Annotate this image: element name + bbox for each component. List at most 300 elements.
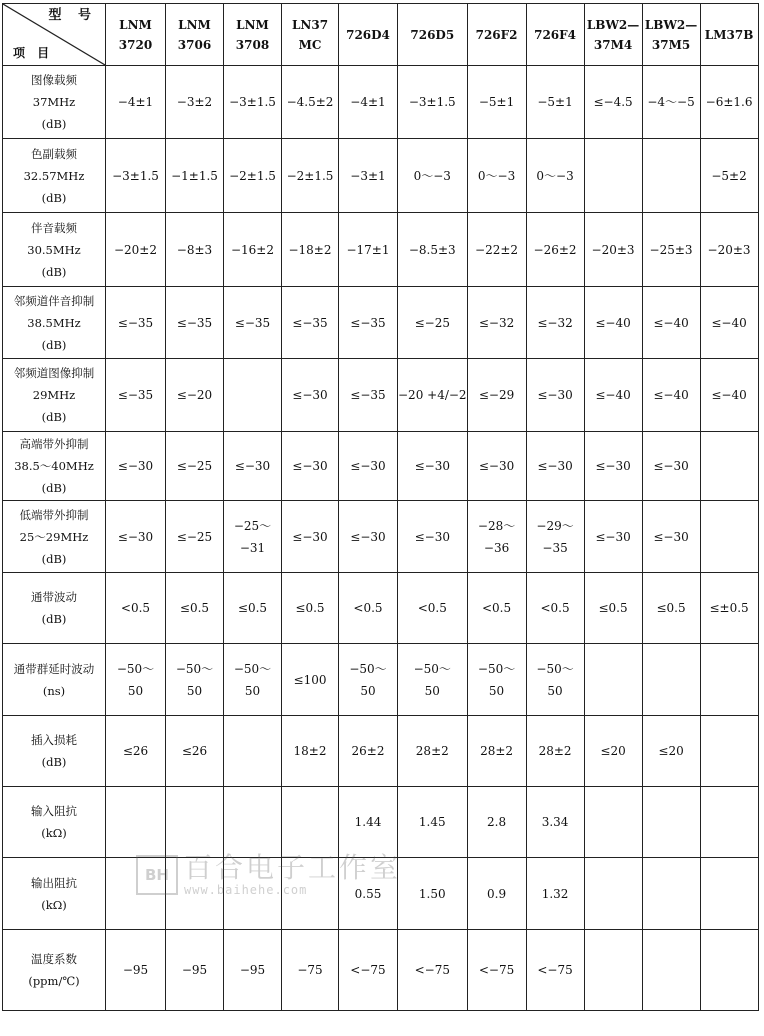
value-text: −50～ [175, 661, 214, 676]
value-text: −4.5±2 [286, 95, 334, 109]
value-cell [700, 501, 758, 573]
value-cell [398, 287, 468, 359]
value-text: −8±3 [176, 242, 213, 257]
value-cell [467, 930, 526, 1011]
value-text: ≤−30 [414, 529, 450, 544]
value-text: ≤0.5 [237, 601, 268, 615]
value-cell [398, 930, 468, 1011]
value-text: ≤−30 [537, 459, 573, 473]
value-text: 2.8 [487, 815, 507, 829]
value-cell [339, 787, 398, 858]
value-text: 28±2 [538, 744, 572, 758]
value-cell [398, 139, 468, 213]
value-text: ≤−30 [595, 459, 631, 473]
value-cell [526, 787, 584, 858]
value-cell [224, 716, 282, 787]
row-item-label [3, 573, 106, 644]
value-text: ≤26 [122, 744, 149, 758]
value-text: −50～ [413, 661, 451, 676]
value-cell [106, 930, 166, 1011]
model-header-line: 726D5 [410, 27, 455, 42]
value-cell [700, 930, 758, 1011]
row-item-line: 低端带外抑制 [19, 507, 89, 522]
model-header-line: 726F4 [534, 27, 577, 42]
value-text: 26±2 [351, 744, 385, 758]
value-cell [398, 501, 468, 573]
value-text: ≤−35 [350, 388, 386, 402]
value-text: 28±2 [415, 744, 449, 758]
value-text: 0.9 [487, 886, 507, 901]
value-text: −31 [239, 540, 266, 555]
value-cell [282, 432, 339, 501]
model-header-line: LBW2— [586, 17, 640, 32]
value-text: ≤−30 [350, 529, 386, 544]
value-cell [282, 501, 339, 573]
value-cell [526, 66, 584, 139]
value-cell [467, 213, 526, 287]
value-cell [224, 501, 282, 573]
value-text: ≤±0.5 [709, 601, 749, 615]
value-cell [526, 139, 584, 213]
value-text: 1.32 [541, 886, 569, 901]
value-cell [642, 66, 700, 139]
row-item-line: 37MHz [32, 95, 76, 109]
row-item-line: 插入损耗 [31, 733, 77, 747]
model-header-8 [526, 4, 584, 66]
row-item-line: (dB) [41, 551, 67, 566]
model-header-line: 726F2 [475, 27, 518, 42]
value-text: −5±2 [711, 168, 747, 183]
value-cell [584, 858, 642, 930]
value-text: ≤0.5 [656, 601, 686, 615]
value-text: ≤−30 [595, 529, 631, 544]
value-cell [398, 66, 468, 139]
value-cell [526, 432, 584, 501]
value-cell [467, 716, 526, 787]
value-cell [106, 787, 166, 858]
value-text: 0～−3 [536, 168, 574, 183]
value-text: −20±2 [113, 242, 157, 257]
value-cell [166, 432, 224, 501]
value-cell [642, 287, 700, 359]
row-item-line: 输入阻抗 [31, 804, 77, 818]
model-header-line: LNM [119, 17, 152, 32]
value-cell [106, 139, 166, 213]
value-cell [642, 930, 700, 1011]
value-cell [584, 66, 642, 139]
row-item-line: (dB) [41, 481, 67, 495]
row-item-line: (dB) [41, 410, 67, 424]
value-cell [398, 787, 468, 858]
value-text: ≤−32 [537, 315, 573, 330]
value-text: 0～−3 [413, 168, 451, 183]
value-cell [106, 573, 166, 644]
value-cell [224, 66, 282, 139]
row-item-line: 伴音载频 [31, 220, 77, 235]
value-cell [166, 716, 224, 787]
watermark-url: www.baihehe.com [184, 883, 308, 897]
value-text: <0.5 [540, 601, 570, 615]
value-cell [584, 644, 642, 716]
value-cell [398, 213, 468, 287]
model-header-1 [106, 4, 166, 66]
value-cell [339, 287, 398, 359]
value-text: −4～−5 [647, 95, 695, 109]
value-text: 1.44 [354, 815, 382, 829]
value-cell [282, 930, 339, 1011]
row-item-label [3, 359, 106, 432]
value-cell [700, 644, 758, 716]
value-text: ≤−30 [292, 529, 328, 544]
value-text: ≤−20 [176, 388, 213, 402]
value-cell [106, 359, 166, 432]
model-header-4 [282, 4, 339, 66]
row-item-line: 输出阻抗 [31, 875, 77, 890]
value-cell [584, 432, 642, 501]
value-text: 0～−3 [477, 168, 516, 183]
value-text: ≤0.5 [295, 601, 325, 615]
row-item-line: (kΩ) [41, 897, 67, 912]
value-text: ≤−30 [234, 459, 271, 473]
value-text: ≤−30 [537, 388, 573, 402]
value-cell [700, 359, 758, 432]
value-cell [106, 501, 166, 573]
value-cell [166, 359, 224, 432]
value-cell [166, 501, 224, 573]
value-cell [467, 287, 526, 359]
value-cell [282, 787, 339, 858]
value-text: −3±1.5 [229, 95, 276, 109]
value-cell [166, 213, 224, 287]
value-cell [584, 716, 642, 787]
value-text: −1±1.5 [171, 168, 218, 183]
row-item-label [3, 66, 106, 139]
row-item-line: 38.5～40MHz [14, 459, 94, 473]
model-header-line: 3706 [177, 37, 212, 52]
value-cell [700, 287, 758, 359]
value-cell [106, 213, 166, 287]
model-header-line: LNM [236, 17, 269, 32]
value-cell [339, 501, 398, 573]
model-header-10 [642, 4, 700, 66]
value-text: 50 [360, 683, 376, 698]
value-text: <−75 [478, 963, 515, 977]
value-cell [398, 644, 468, 716]
value-text: −20±3 [591, 242, 635, 257]
value-text: 50 [547, 683, 563, 698]
row-item-line: 25～29MHz [19, 529, 89, 544]
value-cell [467, 573, 526, 644]
value-cell [282, 66, 339, 139]
value-cell [700, 573, 758, 644]
value-text: −25～ [233, 518, 272, 533]
model-header-11 [700, 4, 758, 66]
value-cell [339, 359, 398, 432]
value-text: −20 +4/−2 [398, 388, 467, 402]
value-cell [467, 66, 526, 139]
value-cell [224, 359, 282, 432]
value-text: <−75 [350, 963, 386, 977]
value-text: −50～ [349, 661, 387, 676]
value-text: <0.5 [120, 601, 151, 615]
row-item-label [3, 213, 106, 287]
value-text: <0.5 [417, 601, 447, 615]
value-text: ≤20 [658, 744, 684, 758]
row-item-label [3, 501, 106, 573]
value-cell [700, 787, 758, 858]
value-text: ≤−30 [117, 459, 154, 473]
model-header-line: 726D4 [346, 27, 390, 42]
table-row [3, 139, 759, 213]
value-text: <−75 [414, 963, 450, 977]
watermark [136, 853, 401, 897]
table-row [3, 213, 759, 287]
row-item-line: (ppm/℃) [28, 974, 80, 988]
value-text: ≤−25 [176, 459, 213, 473]
row-item-line: 通带群延时波动 [13, 661, 95, 676]
value-cell [467, 858, 526, 930]
corner-item-label: 项 目 [13, 46, 54, 60]
model-header-line: LBW2— [644, 17, 698, 32]
value-text: ≤−30 [117, 529, 154, 544]
row-item-label [3, 787, 106, 858]
value-text: −3±1.5 [408, 95, 456, 109]
value-cell [584, 501, 642, 573]
value-text: −5±1 [478, 95, 515, 109]
value-text: −4±1 [350, 95, 386, 109]
model-header-line: LM37B [704, 27, 754, 42]
value-cell [700, 66, 758, 139]
value-cell [642, 501, 700, 573]
value-text: ≤−30 [292, 388, 328, 402]
value-cell [166, 930, 224, 1011]
value-cell [700, 716, 758, 787]
value-text: −35 [542, 540, 568, 555]
value-cell [700, 213, 758, 287]
value-text: ≤−35 [292, 315, 328, 330]
value-cell [224, 432, 282, 501]
value-cell [282, 359, 339, 432]
value-text: −5±1 [537, 95, 573, 109]
value-text: ≤−40 [711, 315, 747, 330]
value-text: <0.5 [353, 601, 383, 615]
value-cell [339, 66, 398, 139]
value-text: −6±1.6 [705, 95, 753, 109]
value-cell [166, 644, 224, 716]
value-cell [642, 432, 700, 501]
model-header-5 [339, 4, 398, 66]
value-text: 1.50 [418, 886, 446, 901]
value-text: ≤−35 [117, 315, 154, 330]
row-item-label [3, 287, 106, 359]
value-text: −18±2 [288, 242, 332, 257]
table-row [3, 787, 759, 858]
value-cell [467, 787, 526, 858]
value-text: ≤−30 [478, 459, 515, 473]
value-text: −29～ [536, 518, 574, 533]
value-cell [339, 139, 398, 213]
value-cell [526, 858, 584, 930]
table-row [3, 432, 759, 501]
table-row [3, 501, 759, 573]
row-item-line: 色副载频 [31, 146, 77, 161]
value-text: −22±2 [475, 242, 519, 257]
value-text: −50～ [233, 661, 272, 676]
value-cell [224, 287, 282, 359]
value-cell [642, 858, 700, 930]
value-text: −25±3 [649, 242, 693, 257]
value-cell [467, 139, 526, 213]
value-text: 3.34 [541, 815, 569, 829]
value-cell [224, 213, 282, 287]
model-header-7 [467, 4, 526, 66]
value-cell [224, 573, 282, 644]
value-cell [584, 139, 642, 213]
value-text: ≤−40 [711, 388, 747, 402]
row-item-line: (ns) [42, 683, 66, 698]
table-row [3, 644, 759, 716]
value-text: ≤−30 [653, 529, 689, 544]
table-row [3, 716, 759, 787]
row-item-line: 温度系数 [31, 952, 77, 966]
value-cell [526, 644, 584, 716]
model-header-2 [166, 4, 224, 66]
value-cell [526, 213, 584, 287]
value-text: 1.45 [418, 815, 446, 829]
value-cell [166, 66, 224, 139]
value-text: 18±2 [293, 744, 327, 758]
value-text: −50～ [116, 661, 155, 676]
value-text: 50 [186, 683, 203, 698]
value-text: ≤−30 [350, 459, 386, 473]
value-cell [282, 573, 339, 644]
header-corner-cell [3, 4, 106, 66]
value-cell [526, 716, 584, 787]
row-item-line: 30.5MHz [27, 242, 81, 257]
value-text: ≤0.5 [179, 601, 210, 615]
value-text: −95 [122, 963, 149, 977]
value-text: ≤−4.5 [593, 95, 633, 109]
value-cell [224, 139, 282, 213]
value-text: −3±1.5 [112, 168, 159, 183]
row-item-line: 邻频道伴音抑制 [13, 293, 95, 308]
value-text: −8.5±3 [408, 242, 456, 257]
row-item-line: (dB) [41, 117, 67, 131]
row-item-line: 通带波动 [31, 590, 77, 604]
value-text: ≤−40 [595, 315, 631, 330]
row-item-line: (dB) [41, 337, 67, 352]
value-cell [106, 644, 166, 716]
watermark-logo: BH [136, 855, 178, 895]
model-header-line: 3708 [235, 37, 270, 52]
watermark-name: 百合电子工作室 [184, 851, 402, 884]
value-text: −28～ [477, 518, 516, 533]
model-header-3 [224, 4, 282, 66]
value-text: −3±1 [350, 168, 386, 183]
value-cell [642, 573, 700, 644]
row-item-label [3, 432, 106, 501]
model-header-line: 37M5 [651, 37, 691, 52]
row-item-label [3, 644, 106, 716]
value-cell [526, 930, 584, 1011]
table-row [3, 573, 759, 644]
value-text: <−75 [537, 963, 573, 977]
value-text: ≤−25 [414, 315, 450, 330]
value-cell [224, 787, 282, 858]
value-cell [642, 787, 700, 858]
value-text: ≤26 [181, 744, 208, 758]
value-text: ≤−29 [478, 388, 515, 402]
value-text: ≤−25 [176, 529, 213, 544]
value-cell [700, 139, 758, 213]
row-item-line: (dB) [41, 190, 67, 205]
value-cell [166, 139, 224, 213]
value-cell [106, 66, 166, 139]
model-header-9 [584, 4, 642, 66]
row-item-line: 38.5MHz [27, 315, 81, 330]
value-text: ≤−35 [176, 315, 213, 330]
value-cell [106, 287, 166, 359]
value-cell [700, 432, 758, 501]
corner-model-label: 型 号 [48, 8, 97, 23]
row-item-label [3, 858, 106, 930]
value-text: 50 [488, 683, 505, 698]
value-text: −26±2 [533, 242, 577, 257]
value-text: ≤−40 [653, 388, 689, 402]
value-cell [584, 359, 642, 432]
value-cell [224, 644, 282, 716]
value-text: 0.55 [354, 886, 382, 901]
value-cell [526, 359, 584, 432]
value-text: −36 [483, 540, 510, 555]
value-cell [526, 287, 584, 359]
value-text: −20±3 [707, 242, 751, 257]
value-text: −2±1.5 [286, 168, 334, 183]
value-text: <0.5 [481, 601, 512, 615]
table-row [3, 930, 759, 1011]
value-cell [282, 287, 339, 359]
value-cell [106, 716, 166, 787]
value-cell [398, 858, 468, 930]
table-row [3, 66, 759, 139]
value-cell [467, 644, 526, 716]
value-cell [166, 573, 224, 644]
value-cell [106, 432, 166, 501]
value-text: ≤20 [600, 744, 626, 758]
model-header-line: LN37 [291, 17, 329, 32]
value-cell [642, 359, 700, 432]
value-cell [282, 213, 339, 287]
value-text: 50 [127, 683, 144, 698]
value-text: −95 [181, 963, 208, 977]
value-text: 50 [424, 683, 440, 698]
row-item-line: (dB) [41, 612, 67, 626]
value-text: −50～ [536, 661, 574, 676]
value-text: 50 [244, 683, 261, 698]
value-cell [282, 716, 339, 787]
table-row [3, 359, 759, 432]
row-item-label [3, 716, 106, 787]
value-cell [339, 432, 398, 501]
value-cell [282, 644, 339, 716]
value-text: ≤−35 [234, 315, 271, 330]
value-cell [584, 787, 642, 858]
value-text: ≤−40 [595, 388, 631, 402]
value-text: −75 [297, 963, 323, 977]
value-cell [642, 139, 700, 213]
value-cell [339, 573, 398, 644]
row-item-line: 图像载频 [31, 73, 77, 87]
